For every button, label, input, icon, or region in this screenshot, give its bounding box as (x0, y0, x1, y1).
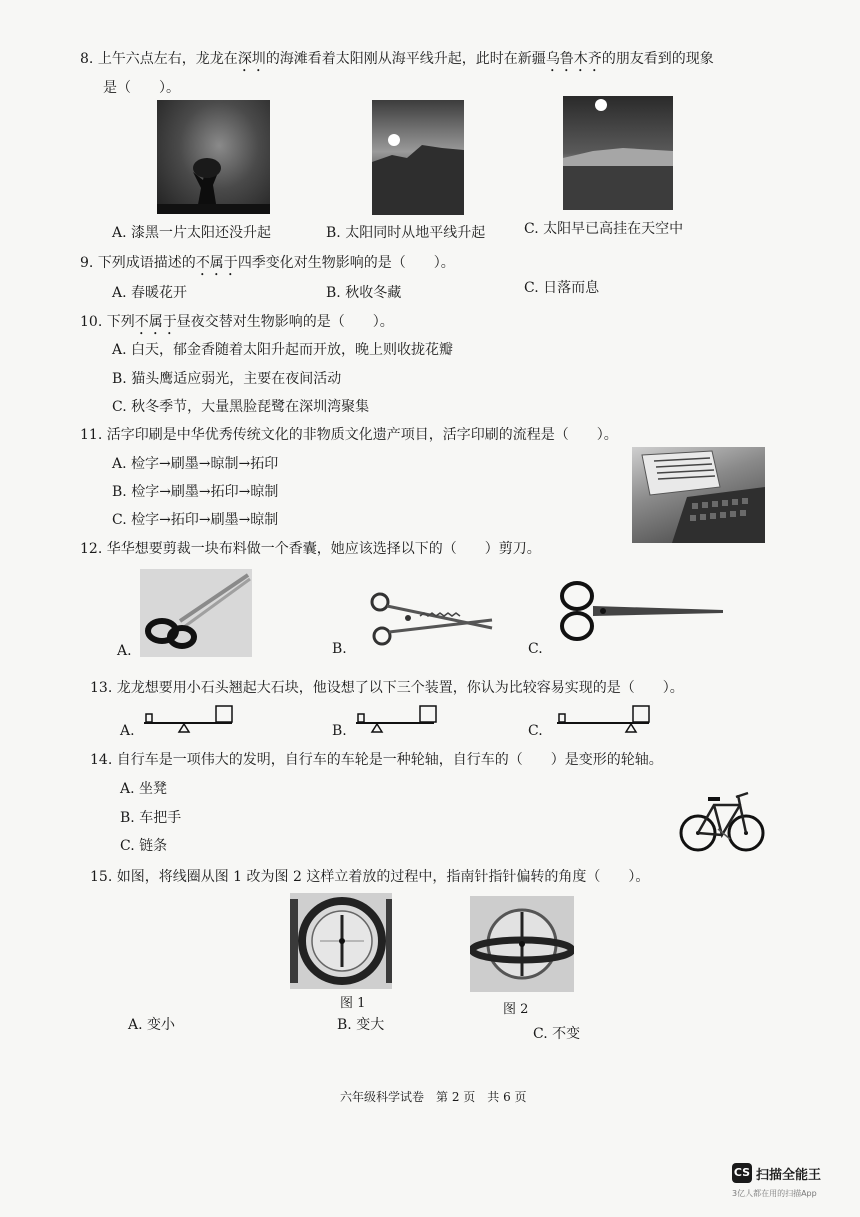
night-sky-photo (157, 100, 270, 214)
q13-stem (90, 679, 684, 697)
movable-type-photo (632, 447, 765, 543)
lever-diagram-b (352, 703, 442, 737)
figure-2-caption: 图 2 (503, 1002, 529, 1017)
q11-number: 11. (80, 427, 103, 443)
q9-option-c[interactable]: C. 日落而息 (524, 280, 600, 296)
q8-option-b[interactable]: B. 太阳同时从地平线升起 (326, 225, 486, 241)
q15-number: 15. (90, 869, 113, 885)
q8-place-1: 深圳 (237, 51, 266, 67)
watermark-tagline: 3亿人都在用的扫描App (732, 1189, 817, 1198)
q15-option-a[interactable]: A. 变小 (128, 1017, 176, 1033)
q14-number: 14. (90, 752, 113, 768)
q8-stem (80, 50, 714, 75)
q11-stem (80, 426, 618, 444)
q8-stem-line2: 是（ ）。 (103, 80, 180, 96)
q9-number: 9. (80, 255, 94, 271)
q15-option-b[interactable]: B. 变大 (337, 1017, 385, 1033)
q14-stem (90, 751, 663, 769)
q12-option-c[interactable]: C. (528, 641, 543, 657)
q10-number: 10. (80, 314, 103, 330)
q12-text: 华华想要剪裁一块布料做一个香囊，她应该选择以下的（ ）剪刀。 (106, 541, 541, 557)
q10-option-a[interactable]: A. 白天，郁金香随着太阳升起而开放，晚上则收拢花瓣 (112, 342, 454, 358)
q8-text-1: 上午六点左右，龙龙在 (97, 51, 238, 67)
q15-text: 如图，将线圈从图 1 改为图 2 这样立着放的过程中，指南针指针偏转的角度（ ）。 (116, 869, 650, 885)
q13-number: 13. (90, 680, 113, 696)
q11-option-c[interactable]: C. 检字→拓印→刷墨→晾制 (112, 512, 279, 528)
office-scissors-photo (555, 578, 725, 644)
q10-option-b[interactable]: B. 猫头鹰适应弱光，主要在夜间活动 (112, 371, 342, 387)
q10-stem (80, 313, 394, 338)
q12-option-b[interactable]: B. (332, 641, 347, 657)
bicycle-image (678, 779, 766, 857)
q15-stem (90, 868, 649, 886)
figure-1-caption: 图 1 (340, 996, 366, 1011)
q9-option-b[interactable]: B. 秋收冬藏 (326, 285, 402, 301)
q14-option-a[interactable]: A. 坐凳 (120, 781, 168, 797)
q10-text-2: 昼夜交替对生物影响的是（ ）。 (176, 314, 394, 330)
q10-option-c[interactable]: C. 秋冬季节，大量黑脸琵鹭在深圳湾聚集 (112, 399, 370, 415)
sunrise-photo (372, 100, 464, 215)
q11-text: 活字印刷是中华优秀传统文化的非物质文化遗产项目，活字印刷的流程是（ ）。 (106, 427, 618, 443)
lever-diagram-c (553, 703, 653, 737)
q8-place-2: 乌鲁木齐 (545, 51, 602, 67)
q12-number: 12. (80, 541, 103, 557)
camscanner-logo-icon: CS (732, 1163, 752, 1183)
q13-option-a[interactable]: A. (120, 723, 135, 739)
q8-option-c[interactable]: C. 太阳早已高挂在天空中 (524, 221, 684, 237)
q11-option-a[interactable]: A. 检字→刷墨→晾制→拓印 (112, 456, 279, 472)
q9-text-2: 四季变化对生物影响的是（ ）。 (237, 255, 455, 271)
q15-option-c[interactable]: C. 不变 (533, 1026, 581, 1042)
sun-high-photo (563, 96, 673, 210)
lever-diagram-a (140, 703, 240, 737)
q14-option-b[interactable]: B. 车把手 (120, 810, 182, 826)
q13-text: 龙龙想要用小石头翘起大石块，他设想了以下三个装置，你认为比较容易实现的是（ ）。 (116, 680, 684, 696)
watermark-app-name: 扫描全能王 (756, 1168, 822, 1183)
q8-option-a[interactable]: A. 漆黑一片太阳还没升起 (112, 225, 272, 241)
q9-emphasis: 不属于 (195, 255, 238, 271)
figure-2-compass-photo (470, 896, 574, 992)
q9-stem (80, 254, 455, 279)
q12-stem (80, 540, 541, 558)
q12-option-a[interactable]: A. (117, 643, 132, 659)
q11-option-b[interactable]: B. 检字→刷墨→拓印→晾制 (112, 484, 279, 500)
q9-option-a[interactable]: A. 春暖花开 (112, 285, 188, 301)
q8-text-2: 的海滩看着太阳刚从海平线升起，此时在新疆 (265, 51, 546, 67)
q13-option-c[interactable]: C. (528, 723, 543, 739)
q14-option-c[interactable]: C. 链条 (120, 838, 168, 854)
q14-text: 自行车是一项伟大的发明，自行车的车轮是一种轮轴，自行车的（ ）是变形的轮轴。 (116, 752, 663, 768)
q8-number: 8. (80, 51, 94, 67)
page-footer: 六年级科学试卷 第 2 页 共 6 页 (340, 1090, 527, 1104)
tailor-scissors-photo (140, 569, 252, 657)
figure-1-compass-photo (290, 893, 392, 989)
q10-text-1: 下列 (106, 314, 135, 330)
thinning-scissors-photo (360, 590, 495, 650)
q9-text-1: 下列成语描述的 (97, 255, 196, 271)
q8-text-3: 的朋友看到的现象 (601, 51, 714, 67)
q13-option-b[interactable]: B. (332, 723, 347, 739)
q10-emphasis: 不属于 (134, 314, 177, 330)
